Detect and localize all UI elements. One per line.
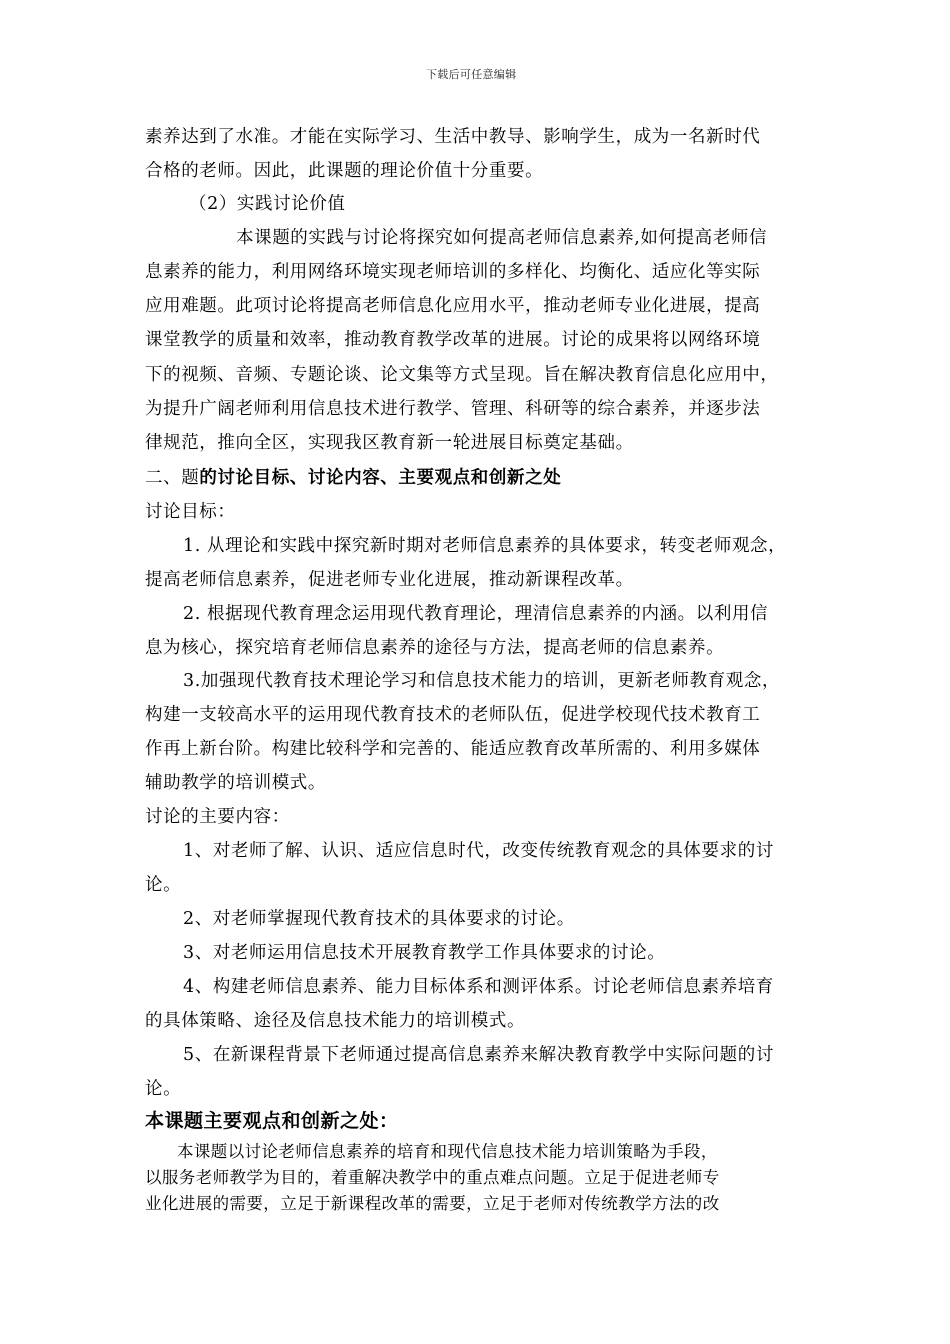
goal-item-line: 辅助教学的培训模式。 (145, 773, 326, 793)
body-line: 下的视频、音频、专题论谈、论文集等方式呈现。旨在解决教育信息化应用中， (145, 365, 779, 385)
content-item-line: 4、构建老师信息素养、能力目标体系和测评体系。讨论老师信息素养培育 (183, 977, 774, 997)
body-line: 本课题的实践与讨论将探究如何提高老师信息素养,如何提高老师信 (236, 228, 768, 248)
content-item-line: 2、对老师掌握现代教育技术的具体要求的讨论。 (183, 909, 575, 929)
innovation-line: 本课题以讨论老师信息素养的培育和现代信息技术能力培训策略为手段， (177, 1142, 718, 1161)
goal-item-line: 3.加强现代教育技术理论学习和信息技术能力的培训，更新老师教育观念， (183, 671, 781, 691)
goal-item-line: 提高老师信息素养，促进老师专业化进展，推动新课程改革。 (145, 570, 634, 590)
section-heading-prefix: 二、题 (145, 468, 200, 488)
innovation-line: 业化进展的需要，立足于新课程改革的需要，立足于老师对传统教学方法的改 (145, 1194, 720, 1213)
section-heading-bold: 的讨论目标、讨论内容、主要观点和创新之处 (199, 468, 562, 488)
innovation-heading: 本课题主要观点和创新之处： (145, 1110, 399, 1132)
content-item-line: 5、在新课程背景下老师通过提高信息素养来解决教育教学中实际问题的讨 (183, 1045, 774, 1065)
body-line: 律规范，推向全区，实现我区教育新一轮进展目标奠定基础。 (145, 433, 634, 453)
innovation-line: 以服务老师教学为目的，着重解决教学中的重点难点问题。立足于促进老师专 (145, 1168, 720, 1187)
content-item-line: 1、对老师了解、认识、适应信息时代，改变传统教育观念的具体要求的讨 (183, 841, 774, 861)
goal-item-line: 构建一支较高水平的运用现代教育技术的老师队伍，促进学校现代技术教育工 (145, 705, 761, 725)
goal-item-line: 2. 根据现代教育理念运用现代教育理论，理清信息素养的内涵。以利用信 (183, 604, 769, 624)
subsection-heading: （2）实践讨论价值 (189, 194, 346, 214)
goal-item-line: 息为核心，探究培育老师信息素养的途径与方法，提高老师的信息素养。 (145, 638, 725, 658)
body-line: 课堂教学的质量和效率，推动教育教学改革的进展。讨论的成果将以网络环境 (145, 330, 761, 350)
body-line: 为提升广阔老师利用信息技术进行教学、管理、科研等的综合素养，并逐步法 (145, 399, 761, 419)
content-label: 讨论的主要内容： (145, 807, 290, 827)
goal-item-line: 1. 从理论和实践中探究新时期对老师信息素养的具体要求，转变老师观念， (183, 536, 787, 556)
content-item-line: 3、对老师运用信息技术开展教育教学工作具体要求的讨论。 (183, 943, 666, 963)
body-line: 息素养的能力，利用网络环境实现老师培训的多样化、均衡化、适应化等实际 (145, 262, 761, 282)
body-line: 合格的老师。因此，此课题的理论价值十分重要。 (145, 161, 544, 181)
content-item-line: 的具体策略、途径及信息技术能力的培训模式。 (145, 1011, 526, 1031)
goals-label: 讨论目标： (145, 502, 236, 522)
section-heading (145, 467, 561, 489)
body-line: 应用难题。此项讨论将提高老师信息化应用水平，推动老师专业化进展，提高 (145, 296, 761, 316)
content-item-line: 论。 (145, 875, 182, 895)
content-item-line: 论。 (145, 1079, 182, 1099)
body-line: 素养达到了水准。才能在实际学习、生活中教导、影响学生，成为一名新时代 (145, 127, 761, 147)
page-header: 下载后可任意编辑 (426, 68, 517, 81)
goal-item-line: 作再上新台阶。构建比较科学和完善的、能适应教育改革所需的、利用多媒体 (145, 739, 761, 759)
